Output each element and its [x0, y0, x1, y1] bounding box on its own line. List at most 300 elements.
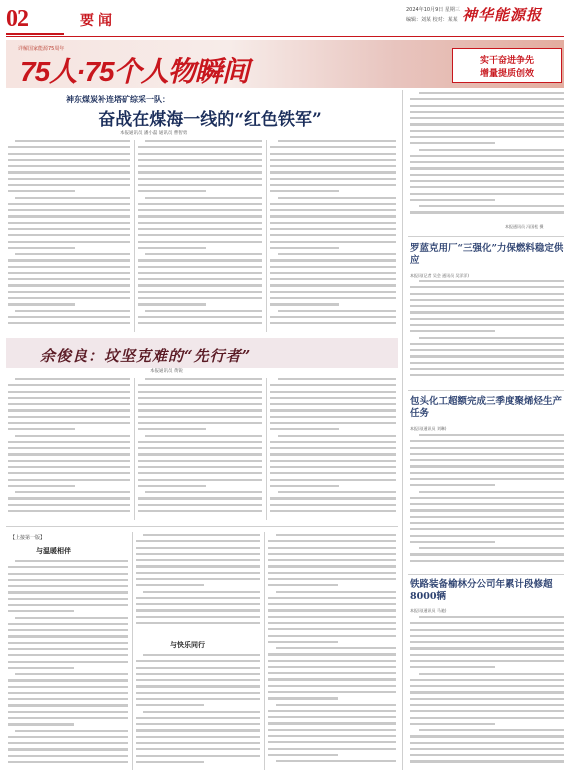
text-line: [145, 310, 262, 312]
text-line: [138, 428, 206, 430]
text-line: [8, 447, 130, 449]
text-line: [145, 140, 262, 142]
text-line: [419, 205, 564, 207]
text-line: [138, 222, 262, 224]
text-line: [268, 697, 338, 699]
text-line: [270, 190, 339, 192]
newspaper-logo: 神华能源报: [462, 6, 543, 24]
text-line: [138, 228, 262, 230]
text-line: [410, 299, 564, 301]
right-divider: [408, 574, 564, 575]
text-line: [136, 616, 260, 618]
text-line: [136, 704, 204, 706]
text-line: [8, 441, 130, 443]
text-line: [8, 755, 128, 757]
right-story3-source: 本报讯(通讯员 马驰): [410, 608, 447, 613]
text-line: [268, 660, 396, 662]
text-line: [8, 209, 130, 211]
text-line: [138, 322, 262, 324]
text-line: [410, 704, 564, 706]
text-line: [410, 374, 564, 376]
right-story3-title: 铁路装备榆林分公司年累计段修超8000辆: [410, 579, 553, 602]
bottom-mid-title: 与快乐同行: [170, 640, 205, 649]
text-line: [410, 167, 564, 169]
text-line: [8, 215, 130, 217]
text-line: [268, 685, 396, 687]
text-line: [410, 199, 495, 201]
text-line: [410, 509, 564, 511]
text-line: [8, 598, 128, 600]
second-headline: 余俊良：坟坚克难的“先行者”: [40, 347, 252, 365]
column-rule: [134, 378, 135, 520]
text-line: [8, 322, 130, 324]
banner-slogan-box: [452, 48, 562, 83]
text-line: [8, 416, 130, 418]
text-line: [8, 579, 128, 581]
text-line: [143, 534, 260, 536]
text-line: [410, 635, 564, 637]
text-line: [419, 92, 564, 94]
text-line: [419, 729, 564, 731]
bottom-mid-body-top: [136, 534, 260, 634]
text-line: [8, 667, 74, 669]
text-line: [145, 435, 262, 437]
text-line: [268, 578, 396, 580]
text-line: [410, 343, 564, 345]
text-line: [410, 641, 564, 643]
text-line: [136, 660, 260, 662]
text-line: [270, 278, 396, 280]
text-line: [138, 247, 206, 249]
text-line: [268, 540, 396, 542]
text-line: [143, 591, 260, 593]
text-line: [8, 222, 130, 224]
text-line: [410, 742, 564, 744]
text-line: [410, 622, 564, 624]
text-line: [270, 316, 396, 318]
text-line: [270, 259, 396, 261]
text-line: [145, 253, 262, 255]
text-line: [410, 691, 564, 693]
text-line: [410, 142, 495, 144]
text-line: [419, 280, 564, 282]
editor-credits: 编辑：刘某 校对：某某: [406, 17, 458, 23]
section-divider: [6, 526, 398, 527]
text-line: [270, 441, 396, 443]
text-line: [268, 622, 396, 624]
text-line: [136, 609, 260, 611]
text-line: [410, 293, 564, 295]
text-line: [270, 472, 396, 474]
text-line: [410, 735, 564, 737]
text-line: [8, 661, 128, 663]
right-story1-body: [410, 280, 564, 386]
text-line: [410, 723, 495, 725]
text-line: [410, 98, 564, 100]
text-line: [8, 384, 130, 386]
text-line: [138, 441, 262, 443]
page-number: 02: [6, 6, 28, 32]
text-line: [410, 710, 564, 712]
text-line: [136, 565, 260, 567]
column-rule: [134, 140, 135, 332]
text-line: [15, 730, 128, 732]
text-line: [410, 174, 564, 176]
text-line: [276, 760, 396, 762]
text-line: [8, 485, 75, 487]
text-line: [270, 504, 396, 506]
text-line: [138, 159, 262, 161]
text-line: [8, 291, 130, 293]
text-line: [138, 397, 262, 399]
text-line: [270, 234, 396, 236]
text-line: [410, 528, 564, 530]
text-line: [268, 729, 396, 731]
text-line: [410, 105, 564, 107]
text-line: [278, 378, 396, 380]
text-line: [8, 591, 128, 593]
text-line: [8, 259, 130, 261]
text-line: [15, 378, 130, 380]
text-line: [8, 184, 130, 186]
text-line: [410, 717, 564, 719]
text-line: [8, 190, 75, 192]
text-line: [419, 491, 564, 493]
bottom-left-body: [8, 560, 128, 770]
text-line: [136, 698, 260, 700]
text-line: [270, 397, 396, 399]
text-line: [410, 318, 564, 320]
text-line: [138, 416, 262, 418]
right-story2-source: 本报讯(通讯员 刘琳): [410, 426, 447, 431]
text-line: [270, 247, 339, 249]
text-line: [270, 428, 339, 430]
text-line: [138, 153, 262, 155]
lead-byline: 本报通讯员 潘小磊 通讯员 曹智勇: [120, 131, 188, 136]
right-intro-body: [410, 92, 564, 218]
text-line: [8, 742, 128, 744]
text-line: [8, 610, 74, 612]
text-line: [268, 653, 396, 655]
text-line: [8, 679, 128, 681]
text-line: [270, 391, 396, 393]
text-line: [8, 686, 128, 688]
text-line: [268, 754, 338, 756]
second-column-2: [138, 378, 262, 520]
section-title: 要闻: [80, 13, 116, 29]
text-line: [8, 159, 130, 161]
text-line: [138, 479, 262, 481]
text-line: [410, 355, 564, 357]
text-line: [138, 497, 262, 499]
text-line: [143, 654, 260, 656]
lead-column-1: [8, 140, 130, 332]
text-line: [138, 472, 262, 474]
second-column-3: [270, 378, 396, 520]
text-line: [270, 510, 396, 512]
text-line: [410, 349, 564, 351]
text-line: [410, 478, 564, 480]
text-line: [15, 491, 130, 493]
text-line: [410, 362, 564, 364]
text-line: [268, 584, 338, 586]
text-line: [8, 428, 75, 430]
right-story2-body: [410, 434, 564, 572]
text-line: [268, 597, 396, 599]
banner-subtext: 详解国家能源75周年: [18, 46, 65, 52]
text-line: [138, 146, 262, 148]
text-line: [410, 123, 564, 125]
text-line: [278, 310, 396, 312]
text-line: [136, 679, 260, 681]
text-line: [8, 648, 128, 650]
text-line: [278, 197, 396, 199]
text-line: [270, 466, 396, 468]
text-line: [410, 447, 564, 449]
text-line: [270, 266, 396, 268]
text-line: [136, 673, 260, 675]
text-line: [8, 573, 128, 575]
text-line: [410, 324, 564, 326]
text-line: [138, 297, 262, 299]
text-line: [138, 504, 262, 506]
text-line: [8, 165, 130, 167]
second-column-1: [8, 378, 130, 520]
text-line: [136, 667, 260, 669]
text-line: [270, 297, 396, 299]
text-line: [410, 111, 564, 113]
column-rule: [266, 140, 267, 332]
text-line: [410, 503, 564, 505]
text-line: [410, 305, 564, 307]
text-line: [138, 178, 262, 180]
text-line: [270, 284, 396, 286]
text-line: [410, 760, 564, 762]
text-line: [270, 384, 396, 386]
text-line: [268, 666, 396, 668]
lead-headline: 奋战在煤海一线的“红色铁军”: [98, 110, 322, 130]
text-line: [145, 378, 262, 380]
text-line: [270, 479, 396, 481]
text-line: [270, 460, 396, 462]
text-line: [8, 723, 74, 725]
text-line: [138, 316, 262, 318]
text-line: [136, 622, 260, 624]
text-line: [278, 253, 396, 255]
text-line: [138, 278, 262, 280]
text-line: [410, 465, 564, 467]
text-line: [268, 691, 396, 693]
text-line: [8, 717, 128, 719]
text-line: [136, 559, 260, 561]
text-line: [410, 440, 564, 442]
text-line: [268, 635, 396, 637]
text-line: [410, 660, 564, 662]
text-line: [15, 253, 130, 255]
text-line: [278, 140, 396, 142]
text-line: [410, 484, 495, 486]
text-line: [138, 460, 262, 462]
text-line: [8, 316, 130, 318]
text-line: [410, 629, 564, 631]
lead-column-3: [270, 140, 396, 332]
text-line: [268, 716, 396, 718]
text-line: [138, 391, 262, 393]
text-line: [410, 368, 564, 370]
text-line: [410, 155, 564, 157]
text-line: [270, 241, 396, 243]
right-divider: [408, 390, 564, 391]
text-line: [15, 617, 128, 619]
text-line: [268, 616, 396, 618]
text-line: [138, 466, 262, 468]
text-line: [136, 748, 260, 750]
text-line: [8, 146, 130, 148]
text-line: [136, 685, 260, 687]
text-line: [270, 485, 339, 487]
text-line: [8, 303, 75, 305]
text-line: [270, 203, 396, 205]
text-line: [410, 497, 564, 499]
banner-slogan-line2: 增量提质创效: [479, 69, 534, 79]
text-line: [138, 403, 262, 405]
text-line: [8, 698, 128, 700]
text-line: [268, 547, 396, 549]
text-line: [278, 435, 396, 437]
text-line: [8, 654, 128, 656]
text-line: [8, 736, 128, 738]
right-story1-source: 本报讯(记者 吴会 通讯员 吴洋洋): [410, 273, 469, 278]
text-line: [268, 553, 396, 555]
text-line: [15, 197, 130, 199]
text-line: [8, 234, 130, 236]
text-line: [8, 397, 130, 399]
bottom-left-kicker: 【上接第一版】: [10, 535, 46, 541]
text-line: [276, 647, 396, 649]
text-line: [270, 178, 396, 180]
text-line: [138, 453, 262, 455]
text-line: [8, 504, 130, 506]
text-line: [8, 284, 130, 286]
text-line: [138, 259, 262, 261]
text-line: [8, 422, 130, 424]
text-line: [270, 403, 396, 405]
text-line: [410, 330, 495, 332]
text-line: [138, 234, 262, 236]
text-line: [268, 678, 396, 680]
text-line: [136, 597, 260, 599]
text-line: [138, 303, 206, 305]
text-line: [136, 584, 204, 586]
text-line: [8, 297, 130, 299]
text-line: [138, 485, 206, 487]
text-line: [268, 559, 396, 561]
text-line: [8, 623, 128, 625]
text-line: [268, 603, 396, 605]
text-line: [8, 272, 130, 274]
text-line: [8, 247, 75, 249]
right-intro-byline: 本报通讯员 冯国松 摄: [505, 224, 544, 229]
text-line: [8, 178, 130, 180]
text-line: [138, 409, 262, 411]
text-line: [270, 416, 396, 418]
banner-title: 75人·75个人物瞬间: [20, 56, 249, 87]
text-line: [136, 717, 260, 719]
text-line: [138, 190, 206, 192]
text-line: [410, 647, 564, 649]
right-story2-title: 包头化工超额完成三季度聚烯烃生产任务: [410, 396, 563, 419]
text-line: [419, 547, 564, 549]
text-line: [8, 704, 128, 706]
text-line: [136, 755, 260, 757]
text-line: [138, 215, 262, 217]
text-line: [270, 165, 396, 167]
text-line: [15, 673, 128, 675]
text-line: [136, 761, 204, 763]
text-line: [410, 459, 564, 461]
text-line: [15, 560, 128, 562]
text-line: [136, 572, 260, 574]
text-line: [8, 497, 130, 499]
text-line: [410, 754, 564, 756]
text-line: [270, 171, 396, 173]
text-line: [8, 604, 128, 606]
text-line: [410, 535, 564, 537]
text-line: [419, 149, 564, 151]
text-line: [8, 642, 128, 644]
text-line: [136, 742, 260, 744]
text-line: [270, 447, 396, 449]
text-line: [410, 193, 564, 195]
text-line: [278, 491, 396, 493]
text-line: [419, 616, 564, 618]
text-line: [8, 748, 128, 750]
text-line: [8, 278, 130, 280]
text-line: [410, 211, 564, 213]
text-line: [138, 422, 262, 424]
text-line: [136, 553, 260, 555]
text-line: [410, 130, 564, 132]
text-line: [268, 735, 396, 737]
text-line: [138, 384, 262, 386]
text-line: [270, 303, 339, 305]
text-line: [268, 641, 338, 643]
text-line: [268, 722, 396, 724]
text-line: [138, 203, 262, 205]
text-line: [138, 165, 262, 167]
bottom-mid-body: [136, 654, 260, 770]
text-line: [15, 310, 130, 312]
text-line: [410, 311, 564, 313]
text-line: [143, 711, 260, 713]
text-line: [270, 409, 396, 411]
lead-column-2: [138, 140, 262, 332]
text-line: [136, 736, 260, 738]
text-line: [8, 203, 130, 205]
text-line: [270, 322, 396, 324]
text-line: [410, 654, 564, 656]
text-line: [270, 215, 396, 217]
text-line: [410, 679, 564, 681]
text-line: [8, 409, 130, 411]
text-line: [276, 704, 396, 706]
column-rule: [264, 532, 265, 770]
masthead-rule: [6, 36, 564, 37]
text-line: [419, 434, 564, 436]
text-line: [8, 466, 130, 468]
text-line: [145, 197, 262, 199]
text-line: [270, 272, 396, 274]
